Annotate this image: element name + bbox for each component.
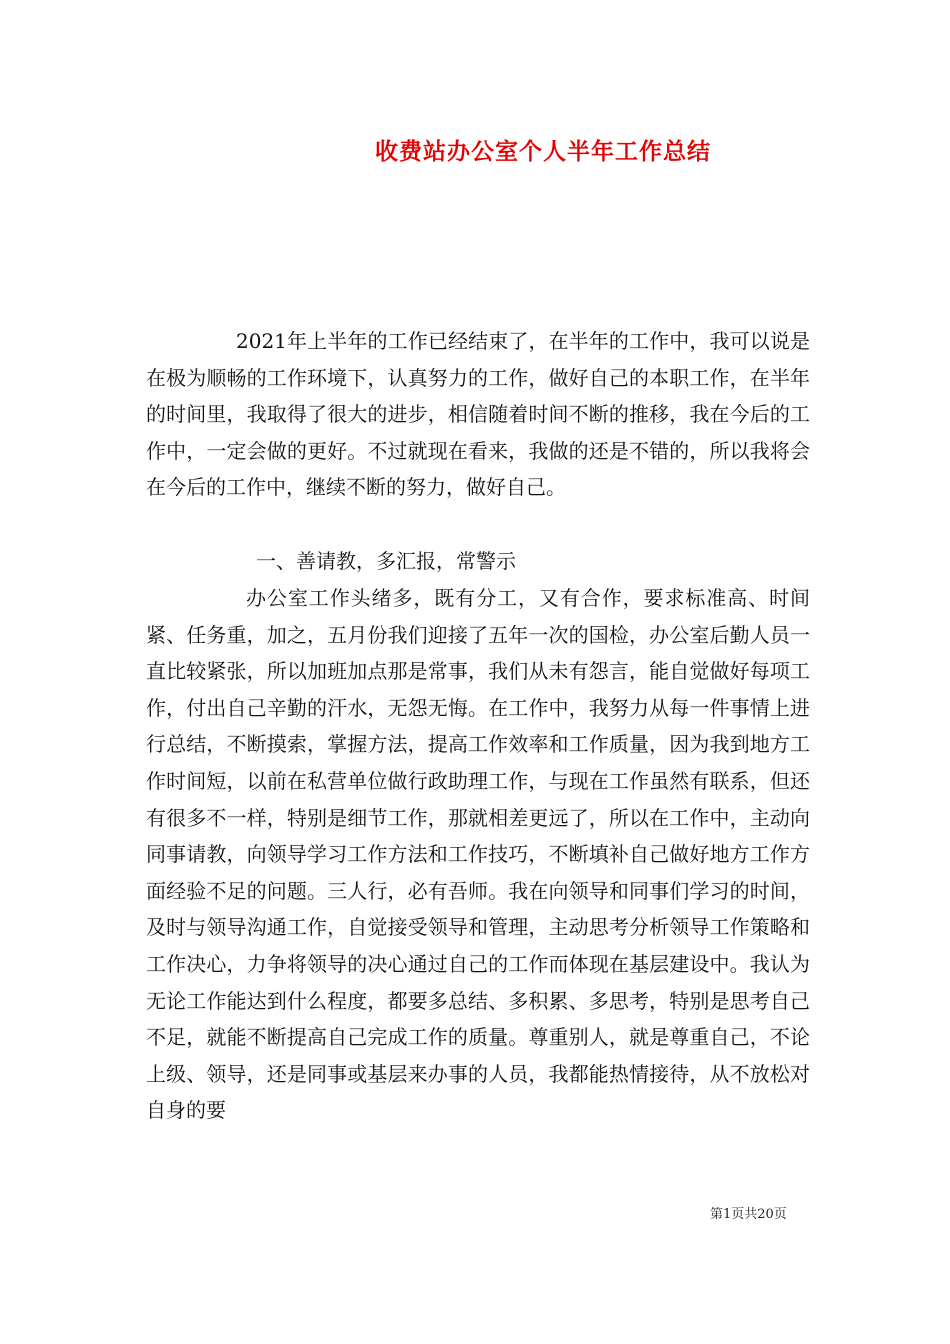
body-paragraph: 办公室工作头绪多，既有分工，又有合作，要求标准高、时间紧、任务重，加之，五月份我们迎接了五年一次的国检，办公室后勤人员一直比较紧张，所以加班加点那是常事，我们从未有怨言，能自觉做好每项工作，付出自己辛勤的汗水，无怨无悔。在工作中，我努力从每一件事情上进行总结，不断摸索，掌握方法，提高工作效率和工作质量，因为我到地方工作时间短，以前在私营单位做行政助理工作，与现在工作虽然有联系，但还有很多不一样，特别是细节工作，那就相差更远了，所以在工作中，主动向同事请教，向领导学习工作方法和工作技巧，不断填补自己做好地方工作方面经验不足的问题。三人行，必有吾师。我在向领导和同事们学习的时间，及时与领导沟通工作，自觉接受领导和管理，主动思考分析领导工作策略和工作决心，力争将领导的决心通过自己的工作而体现在基层建设中。我认为无论工作能达到什么程度，都要多总结、多积累、多思考，特别是思考自己不足，就能不断提高自己完成工作的质量。尊重别人，就是尊重自己，不论上级、领导，还是同事或基层来办事的人员，我都能热情接待，从不放松对自身的要: [146, 586, 810, 1123]
document-title: 收费站办公室个人半年工作总结: [375, 138, 711, 165]
section-heading: 一、善请教，多汇报，常警示: [256, 549, 516, 573]
intro-paragraph: 2021年上半年的工作已经结束了，在半年的工作中，我可以说是在极为顺畅的工作环境下，认真努力的工作，做好自己的本职工作，在半年的时间里，我取得了很大的进步，相信随着时间不断的推移，我在今后的工作中，一定会做的更好。不过就现在看来，我做的还是不错的，所以我将会在今后的工作中，继续不断的努力，做好自己。: [146, 329, 810, 500]
page-number-footer: 第1页共20页: [710, 1207, 787, 1222]
